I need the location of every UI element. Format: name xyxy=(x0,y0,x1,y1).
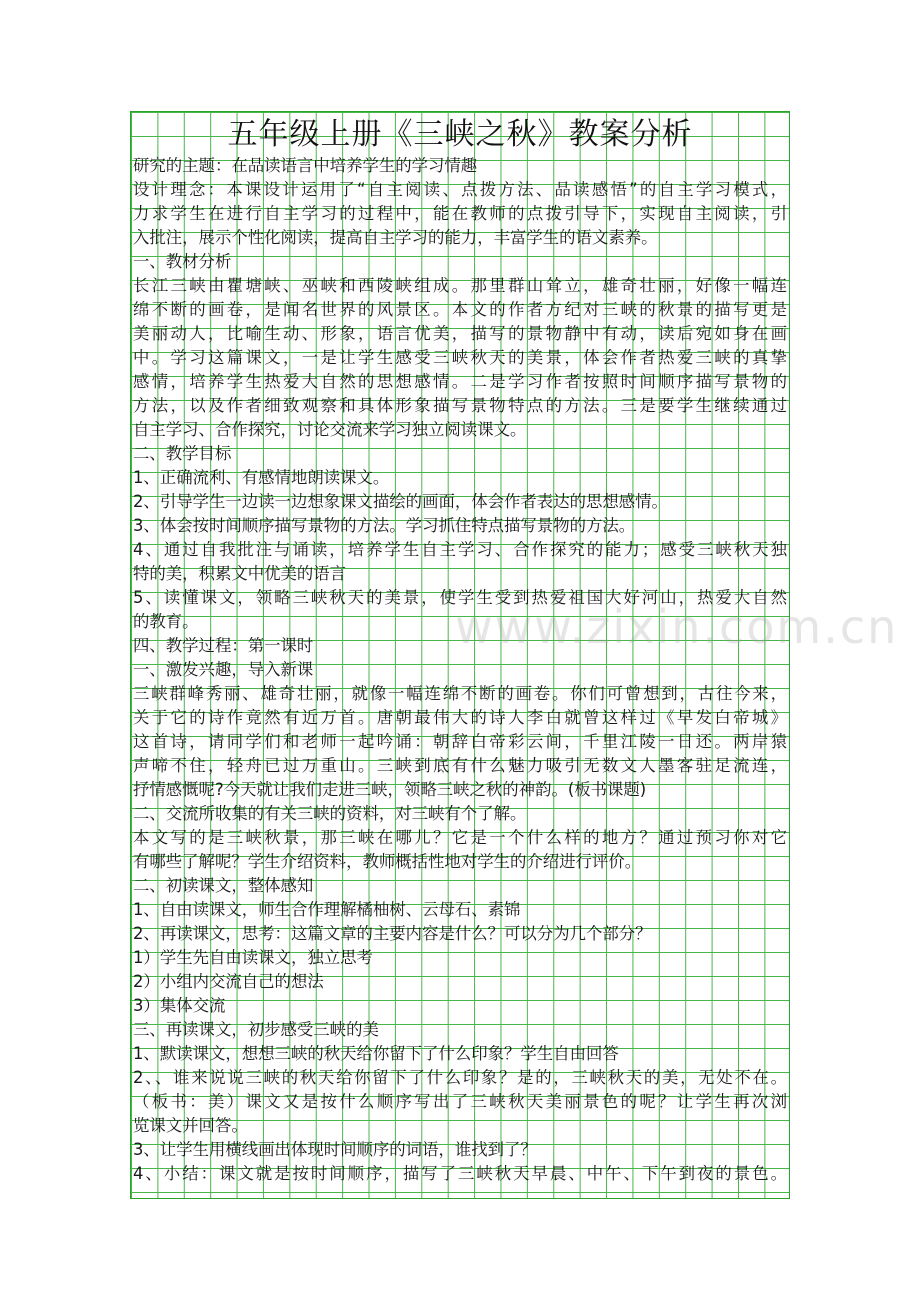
text-line: 感情，培养学生热爱大自然的思想感情。二是学习作者按照时间顺序描写景物的 xyxy=(133,372,787,391)
text-line: 2、引导学生一边读一边想象课文描绘的画面，体会作者表达的思想感情。 xyxy=(133,492,668,511)
text-line: 三峡群峰秀丽、雄奇壮丽，就像一幅连绵不断的画卷。你们可曾想到，古往今来， xyxy=(133,684,787,703)
text-line: 力求学生在进行自主学习的过程中，能在教师的点拨引导下，实现自主阅读，引 xyxy=(133,204,787,223)
text-line: 3）集体交流 xyxy=(133,996,226,1015)
text-line: 四、教学过程：第一课时 xyxy=(133,636,314,655)
text-line: 1、默读课文，想想三峡的秋天给你留下了什么印象？学生自由回答 xyxy=(133,1044,619,1063)
document-title: 五年级上册《三峡之秋》教案分析 xyxy=(227,117,693,152)
text-line: 三、再读课文，初步感受三峡的美 xyxy=(133,1020,379,1039)
text-line: 美丽动人，比喻生动、形象，语言优美，描写的景物静中有动，读后宛如身在画 xyxy=(133,324,787,343)
text-line: （板书：美）课文又是按什么顺序写出了三峡秋天美丽景色的呢？让学生再次浏 xyxy=(133,1092,787,1111)
text-line: 自主学习、合作探究，讨论交流来学习独立阅读课文。 xyxy=(133,420,527,439)
text-line: 一、教材分析 xyxy=(133,252,232,271)
text-line: 设计理念：本课设计运用了“自主阅读、点拨方法、品读感悟”的自主学习模式， xyxy=(133,180,787,199)
text-line: 入批注，展示个性化阅读，提高自主学习的能力，丰富学生的语文素养。 xyxy=(133,228,658,247)
text-line: 中。学习这篇课文，一是让学生感受三峡秋天的美景，体会作者热爱三峡的真挚 xyxy=(133,348,787,367)
text-line: 有哪些了解呢？学生介绍资料，教师概括性地对学生的介绍进行评价。 xyxy=(133,852,642,871)
text-line: 二、交流所收集的有关三峡的资料，对三峡有个了解。 xyxy=(133,804,527,823)
document-body xyxy=(133,154,787,1186)
text-line: 本文写的是三峡秋景，那三峡在哪儿？它是一个什么样的地方？通过预习你对它 xyxy=(133,828,787,847)
text-line: 的教育。 xyxy=(133,612,199,631)
text-line: 5、读懂课文，领略三峡秋天的美景，使学生受到热爱祖国大好河山，热爱大自然 xyxy=(133,588,787,607)
text-line: 1、正确流利、有感情地朗读课文。 xyxy=(133,468,390,487)
text-line: 1、自由读课文，师生合作理解橘柚树、云母石、素锦 xyxy=(133,900,521,919)
text-line: 一、激发兴趣，导入新课 xyxy=(133,660,314,679)
text-line: 3、让学生用横线画出体现时间顺序的词语，谁找到了？ xyxy=(133,1140,537,1159)
text-line: 抒情感慨呢?今天就让我们走进三峡，领略三峡之秋的神韵。(板书课题) xyxy=(133,780,647,799)
text-line: 方法，以及作者细致观察和具体形象描写景物特点的方法。三是要学生继续通过 xyxy=(133,396,787,415)
text-line: 4、通过自我批注与诵读，培养学生自主学习、合作探究的能力；感受三峡秋天独 xyxy=(133,540,787,559)
text-line: 二、初读课文，整体感知 xyxy=(133,876,314,895)
text-line: 1）学生先自由读课文，独立思考 xyxy=(133,948,373,967)
text-line: 长江三峡由瞿塘峡、巫峡和西陵峡组成。那里群山耸立，雄奇壮丽，好像一幅连 xyxy=(133,276,787,295)
text-line: 这首诗，请同学们和老师一起吟诵：朝辞白帝彩云间，千里江陵一日还。两岸猿 xyxy=(133,732,787,751)
text-line: 2）小组内交流自己的想法 xyxy=(133,972,324,991)
text-line: 关于它的诗作竟然有近万首。唐朝最伟大的诗人李白就曾这样过《早发白帝城》 xyxy=(133,708,787,727)
text-line: 绵不断的画卷，是闻名世界的风景区。本文的作者方纪对三峡的秋景的描写更是 xyxy=(133,300,787,319)
text-line: 声啼不住，轻舟已过万重山。三峡到底有什么魅力吸引无数文人墨客驻足流连， xyxy=(133,756,787,775)
text-line: 4、小结：课文就是按时间顺序，描写了三峡秋天早晨、中午、下午到夜的景色。 xyxy=(133,1164,787,1183)
text-line: 览课文并回答。 xyxy=(133,1116,248,1135)
text-line: 3、体会按时间顺序描写景物的方法。学习抓住特点描写景物的方法。 xyxy=(133,516,636,535)
text-line: 特的美，积累文中优美的语言 xyxy=(133,564,347,583)
text-line: 2、再读课文，思考：这篇文章的主要内容是什么？可以分为几个部分？ xyxy=(133,924,652,943)
grid-paper-page xyxy=(130,111,790,1199)
text-line: 二、教学目标 xyxy=(133,444,232,463)
text-line: 研究的主题：在品读语言中培养学生的学习情趣 xyxy=(133,156,478,175)
watermark-text: www.zixin.com.cn xyxy=(455,600,899,654)
text-line: 2、、谁来说说三峡的秋天给你留下了什么印象？是的，三峡秋天的美，无处不在。 xyxy=(133,1068,787,1087)
